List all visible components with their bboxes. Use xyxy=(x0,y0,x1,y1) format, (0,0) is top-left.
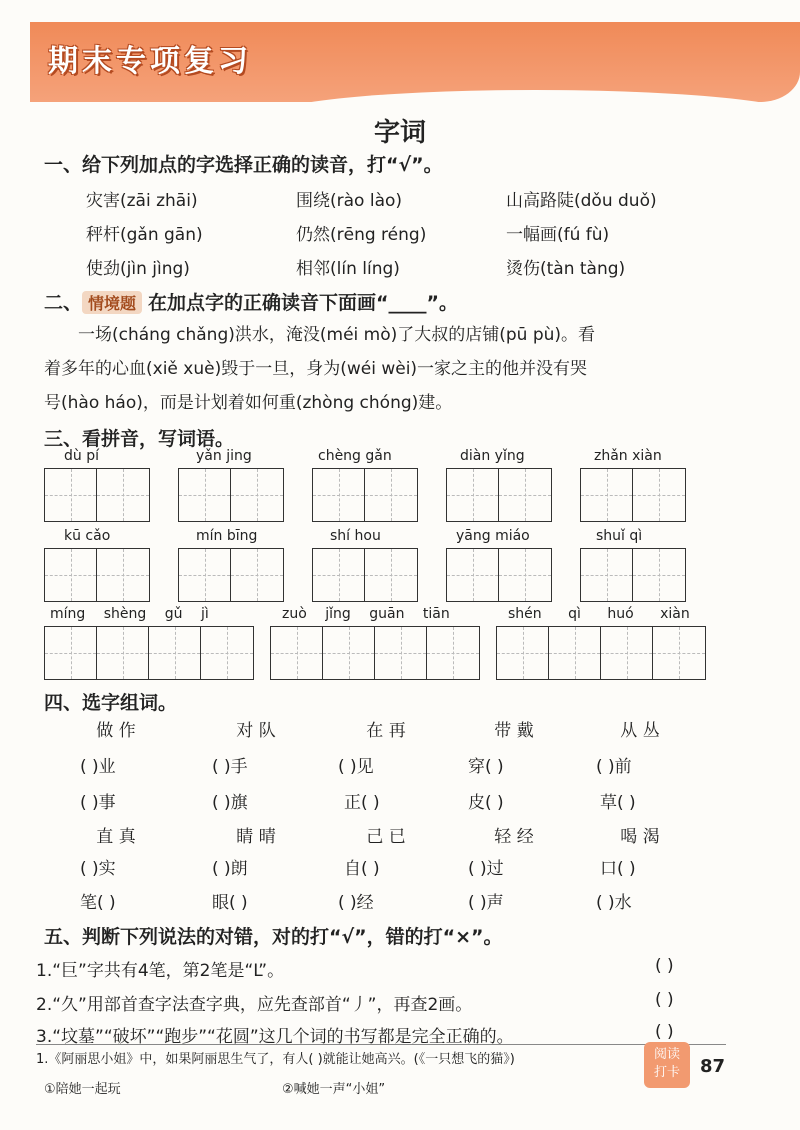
s1-item: 仍然(rēng réng) xyxy=(296,225,427,245)
s1-item: 秤杆(gǎn gān) xyxy=(86,225,203,245)
reading-checkin-badge xyxy=(644,1042,690,1088)
char-pair: 对 队 xyxy=(236,721,276,741)
s2-paragraph xyxy=(44,318,724,420)
writing-box[interactable] xyxy=(496,626,706,680)
page-number: 87 xyxy=(700,1056,726,1077)
writing-box[interactable] xyxy=(312,468,418,522)
fill-blank[interactable]: 正( ) xyxy=(344,793,380,813)
answer-parens[interactable]: ( ) xyxy=(655,956,674,976)
s2-number: 二、 xyxy=(44,292,83,314)
pinyin-label: shí hou xyxy=(330,528,381,544)
fill-blank[interactable]: ( )过 xyxy=(468,859,504,879)
fill-blank[interactable]: 草( ) xyxy=(600,793,636,813)
reading-option-1[interactable]: ①陪她一起玩 xyxy=(44,1082,121,1097)
writing-box[interactable] xyxy=(178,468,284,522)
footer-divider xyxy=(36,1044,726,1045)
writing-box[interactable] xyxy=(312,548,418,602)
writing-box[interactable] xyxy=(446,468,552,522)
char-pair: 喝 渴 xyxy=(620,827,660,847)
fill-blank[interactable]: ( )实 xyxy=(80,859,116,879)
pinyin-label: shén qì huó xiàn xyxy=(508,606,690,622)
fill-blank[interactable]: ( )前 xyxy=(596,757,632,777)
pinyin-label: chèng gǎn xyxy=(318,448,392,464)
fill-blank[interactable]: ( )手 xyxy=(212,757,248,777)
writing-box[interactable] xyxy=(580,468,686,522)
reading-question: 1.《阿丽思小姐》中，如果阿丽思生气了，有人( )就能让她高兴。(《一只想飞的猫》) xyxy=(36,1052,515,1067)
fill-blank[interactable]: ( )旗 xyxy=(212,793,248,813)
context-tag: 情境题 xyxy=(82,291,142,314)
pinyin-label: yǎn jing xyxy=(196,448,252,464)
reading-option-2[interactable]: ②喊她一声“小姐” xyxy=(282,1082,386,1097)
pinyin-label: yāng miáo xyxy=(456,528,530,544)
pinyin-label: mín bīng xyxy=(196,528,258,544)
judge-item: 3.“坟墓”“破坏”“跑步”“花圆”这几个词的书写都是完全正确的。 xyxy=(36,1027,514,1047)
judge-item: 2.“久”用部首查字法查字典，应先查部首“丿”，再查2画。 xyxy=(36,995,473,1015)
pinyin-label: diàn yǐng xyxy=(460,448,525,464)
judge-item: 1.“巨”字共有4笔，第2笔是“L”。 xyxy=(36,961,285,981)
pinyin-label: míng shèng gǔ jì xyxy=(50,606,209,622)
badge-line-1: 阅读 xyxy=(653,1047,680,1062)
s2-line: 着多年的心血(xiě xuè)毁于一旦，身为(wéi wèi)一家之主的他并没有哭 xyxy=(44,359,588,379)
page-title: 字词 xyxy=(373,118,426,148)
writing-box[interactable] xyxy=(44,548,150,602)
writing-box[interactable] xyxy=(178,548,284,602)
fill-blank[interactable]: ( )声 xyxy=(468,893,504,913)
pinyin-label: shuǐ qì xyxy=(596,528,643,544)
char-pair: 在 再 xyxy=(366,721,406,741)
char-pair: 带 戴 xyxy=(494,721,534,741)
writing-box[interactable] xyxy=(270,626,480,680)
fill-blank[interactable]: 自( ) xyxy=(344,859,380,879)
pinyin-label: kū cǎo xyxy=(64,528,111,544)
s1-item: 相邻(lín líng) xyxy=(296,259,400,279)
char-pair: 睛 晴 xyxy=(236,827,276,847)
s2-line: 号(hào háo)，而是计划着如何重(zhòng chóng)建。 xyxy=(44,393,453,413)
section-2-heading xyxy=(44,288,458,315)
s1-item: 围绕(rào lào) xyxy=(296,191,403,211)
char-pair: 从 丛 xyxy=(620,721,660,741)
section-1-heading: 一、给下列加点的字选择正确的读音，打“√”。 xyxy=(44,154,443,176)
fill-blank[interactable]: ( )朗 xyxy=(212,859,248,879)
fill-blank[interactable]: ( )水 xyxy=(596,893,632,913)
s1-item: 山高路陡(dǒu duǒ) xyxy=(506,191,657,211)
char-pair: 做 作 xyxy=(96,721,136,741)
char-pair: 直 真 xyxy=(96,827,136,847)
fill-blank[interactable]: 口( ) xyxy=(600,859,636,879)
pinyin-label: dù pí xyxy=(64,448,99,464)
fill-blank[interactable]: 皮( ) xyxy=(468,793,504,813)
writing-box[interactable] xyxy=(580,548,686,602)
fill-blank[interactable]: 眼( ) xyxy=(212,893,248,913)
s2-line: 一场(cháng chǎng)洪水，淹没(méi mò)了大叔的店铺(pū pù)。看 xyxy=(78,325,596,345)
fill-blank[interactable]: ( )业 xyxy=(80,757,116,777)
s1-item: 一幅画(fú fù) xyxy=(506,225,610,245)
pinyin-label: zhǎn xiàn xyxy=(594,448,662,464)
char-pair: 己 已 xyxy=(366,827,406,847)
fill-blank[interactable]: 穿( ) xyxy=(468,757,504,777)
char-pair: 轻 经 xyxy=(494,827,534,847)
answer-parens[interactable]: ( ) xyxy=(655,1022,674,1042)
fill-blank[interactable]: ( )事 xyxy=(80,793,116,813)
badge-line-2: 打卡 xyxy=(653,1065,680,1080)
fill-blank[interactable]: 笔( ) xyxy=(80,893,116,913)
s2-heading-text: 在加点字的正确读音下面画“____”。 xyxy=(148,292,459,314)
s1-item: 灾害(zāi zhāi) xyxy=(86,191,198,211)
banner-title: 期末专项复习 xyxy=(48,44,252,79)
pinyin-label: zuò jǐng guān tiān xyxy=(282,606,450,622)
fill-blank[interactable]: ( )见 xyxy=(338,757,374,777)
s1-item: 使劲(jìn jìng) xyxy=(86,259,190,279)
writing-box[interactable] xyxy=(446,548,552,602)
section-5-heading: 五、判断下列说法的对错，对的打“√”，错的打“×”。 xyxy=(44,926,503,948)
s1-item: 烫伤(tàn tàng) xyxy=(506,259,626,279)
answer-parens[interactable]: ( ) xyxy=(655,990,674,1010)
section-4-heading: 四、选字组词。 xyxy=(44,692,178,714)
fill-blank[interactable]: ( )经 xyxy=(338,893,374,913)
writing-box[interactable] xyxy=(44,626,254,680)
section-3-heading: 三、看拼音，写词语。 xyxy=(44,428,235,450)
writing-box[interactable] xyxy=(44,468,150,522)
